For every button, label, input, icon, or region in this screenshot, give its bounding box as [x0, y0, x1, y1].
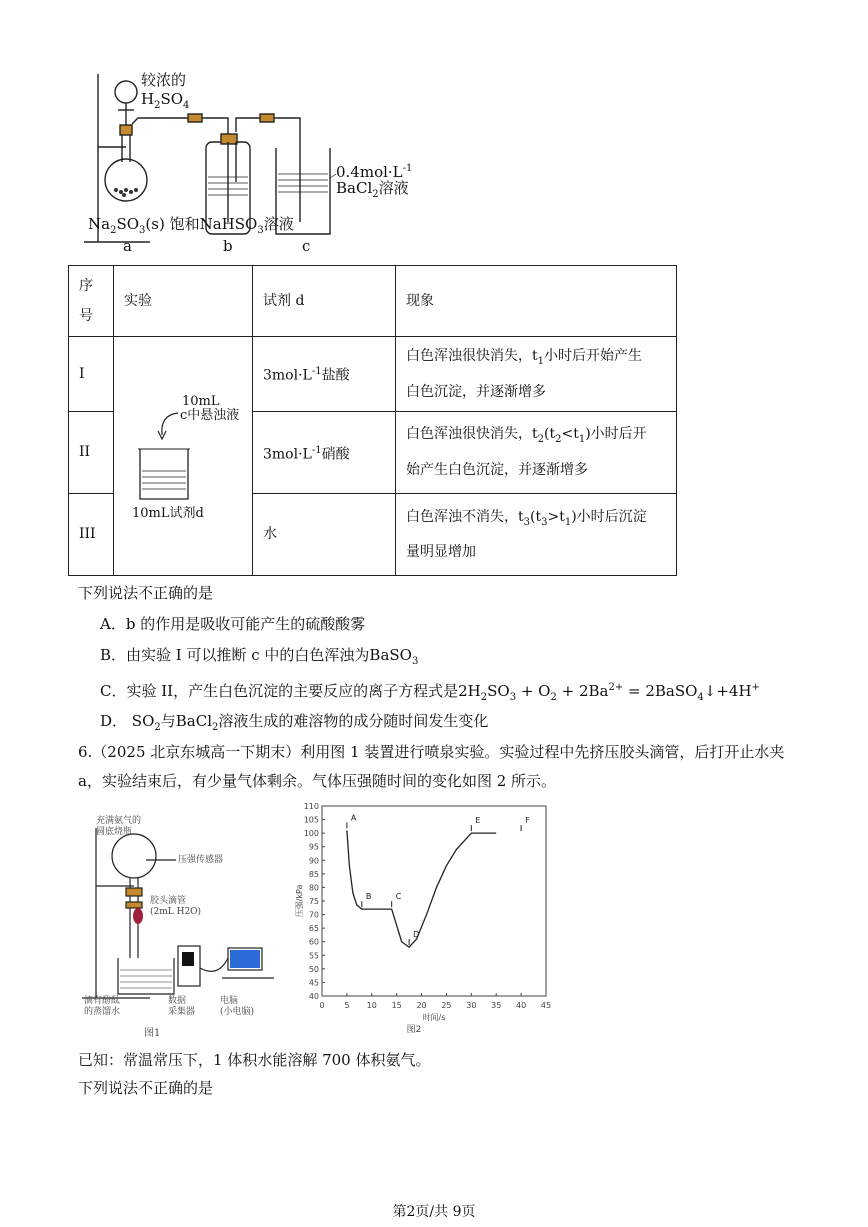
x-axis-label: 时间/s [422, 1013, 446, 1022]
point-label: E [475, 816, 481, 826]
experiment-table [68, 265, 677, 576]
beaker-top-label-2: c中悬浊液 [180, 408, 240, 423]
point-label: A [350, 813, 357, 823]
x-tick-label: 0 [319, 1001, 325, 1010]
row-phenomenon: 白色浑浊不消失，$t_3(t_3>t_1)$小时后沉淀 量明显增加 [396, 493, 677, 575]
tag-a: a [123, 237, 132, 255]
table-header-row [69, 266, 677, 337]
row-reagent: 水 [253, 493, 396, 575]
header-cell: 试剂 d [253, 266, 396, 337]
x-tick-label: 40 [516, 1001, 527, 1010]
fig1-computer-label: 电脑 (小电脑) [220, 996, 255, 1017]
q6-line2: a，实验结束后，有少量气体剩余。气体压强随时间的变化如图 2 所示。 [78, 772, 557, 790]
row-id: II [69, 411, 114, 493]
q6-prompt: 下列说法不正确的是 [78, 1079, 214, 1097]
x-tick-label: 5 [344, 1001, 350, 1010]
table-row [69, 337, 677, 412]
acid-formula: $H_2SO_4$ [141, 90, 190, 111]
header-cell: 现象 [396, 266, 677, 337]
y-tick-label: 75 [308, 897, 319, 906]
y-tick-label: 100 [303, 829, 319, 839]
fig1-flask-label: 充满氨气的 圆底烧瓶 [96, 816, 142, 837]
fig1-trough-label: 滴有酚酞 的蒸馏水 [84, 996, 121, 1017]
known-text: 已知：常温常压下，1 体积水能溶解 700 体积氨气。 [78, 1051, 431, 1069]
y-tick-label: 85 [308, 869, 319, 879]
fig1-collector-label: 数据 采集器 [168, 996, 196, 1017]
x-tick-label: 25 [441, 1001, 452, 1010]
bacl-label: BaCl$_2$溶液 [336, 179, 409, 200]
option-c: C．实验 II，产生白色沉淀的主要反应的离子方程式是$2H_2SO_3 + O_2 + 2Ba^{2+}$ = 2BaSO$_4$↓+4H+ [100, 682, 760, 703]
y-tick-label: 95 [308, 842, 319, 852]
row-id: III [69, 493, 114, 575]
row-reagent: $3mol\cdot L^{-1}$硝酸 [253, 411, 396, 493]
pressure-curve [347, 830, 496, 947]
y-tick-label: 70 [308, 910, 319, 920]
point-label: C [395, 892, 402, 902]
fig1-caption: 图1 [144, 1028, 161, 1039]
beaker-bottom-label: 10mL试剂d [132, 506, 204, 521]
y-tick-label: 60 [308, 937, 319, 947]
tag-b: b [223, 237, 233, 255]
y-tick-label: 105 [303, 815, 319, 825]
point-label: F [525, 816, 530, 826]
point-label: D [413, 930, 420, 940]
fig1-sensor-label: 压强传感器 [178, 855, 224, 865]
fig1-dropper-label: 胶头滴管 (2mL H2O) [150, 896, 202, 917]
chart-caption: 图2 [406, 1025, 422, 1035]
y-tick-label: 90 [308, 856, 319, 866]
x-tick-label: 10 [366, 1001, 377, 1010]
y-tick-label: 50 [308, 964, 319, 974]
beaker-icon [132, 405, 202, 505]
x-tick-label: 30 [466, 1001, 477, 1010]
option-a: A．b 的作用是吸收可能产生的硫酸酸雾 [100, 615, 366, 633]
page-footer: 第2页/共 9页 [392, 1204, 476, 1220]
row-phenomenon: 白色浑浊很快消失，$t_2(t_2<t_1)$小时后开 始产生白色沉淀，并逐渐增多 [396, 411, 677, 493]
option-b: B．由实验 I 可以推断 c 中的白色浑浊为BaSO$_3$ [100, 646, 419, 667]
y-tick-label: 45 [308, 978, 319, 988]
y-tick-label: 80 [308, 883, 319, 893]
y-tick-label: 55 [308, 951, 319, 961]
y-tick-label: 40 [308, 992, 319, 1001]
y-axis-label: 压强/kPa [295, 884, 304, 918]
beaker-top-label: 10mL [182, 394, 220, 409]
x-tick-label: 45 [540, 1001, 552, 1010]
x-tick-label: 20 [416, 1001, 427, 1010]
solid-label: $Na_2SO_3(s)$ 饱和NaHSO$_3$溶液 [88, 215, 294, 236]
acid-label: 较浓的 [141, 71, 187, 89]
y-tick-label: 110 [303, 802, 319, 811]
row-phenomenon: 白色浑浊很快消失，$t_1$小时后开始产生 白色沉淀，并逐渐增多 [396, 337, 677, 412]
experiment-figure-cell [114, 337, 253, 576]
y-tick-label: 65 [308, 924, 319, 934]
x-tick-label: 15 [391, 1001, 402, 1010]
header-cell: 实验 [114, 266, 253, 337]
tag-c: c [302, 237, 311, 255]
row-id: I [69, 337, 114, 412]
point-label: B [365, 892, 372, 902]
q5-prompt: 下列说法不正确的是 [78, 584, 214, 602]
q6-line1: 6.（2025 北京东城高一下期末）利用图 1 装置进行喷泉实验。实验过程中先挤压胶头滴管，后打开止水夹 [78, 743, 785, 761]
header-cell: 序 号 [69, 266, 114, 337]
option-d: D． $SO_2$与BaCl$_2$溶液生成的难溶物的成分随时间发生变化 [100, 712, 489, 733]
row-reagent: $3mol\cdot L^{-1}$盐酸 [253, 337, 396, 412]
x-tick-label: 35 [491, 1001, 502, 1010]
bacl-concentration: $0.4mol\cdot L^{-1}$ [336, 163, 413, 181]
pressure-chart [294, 800, 554, 1036]
